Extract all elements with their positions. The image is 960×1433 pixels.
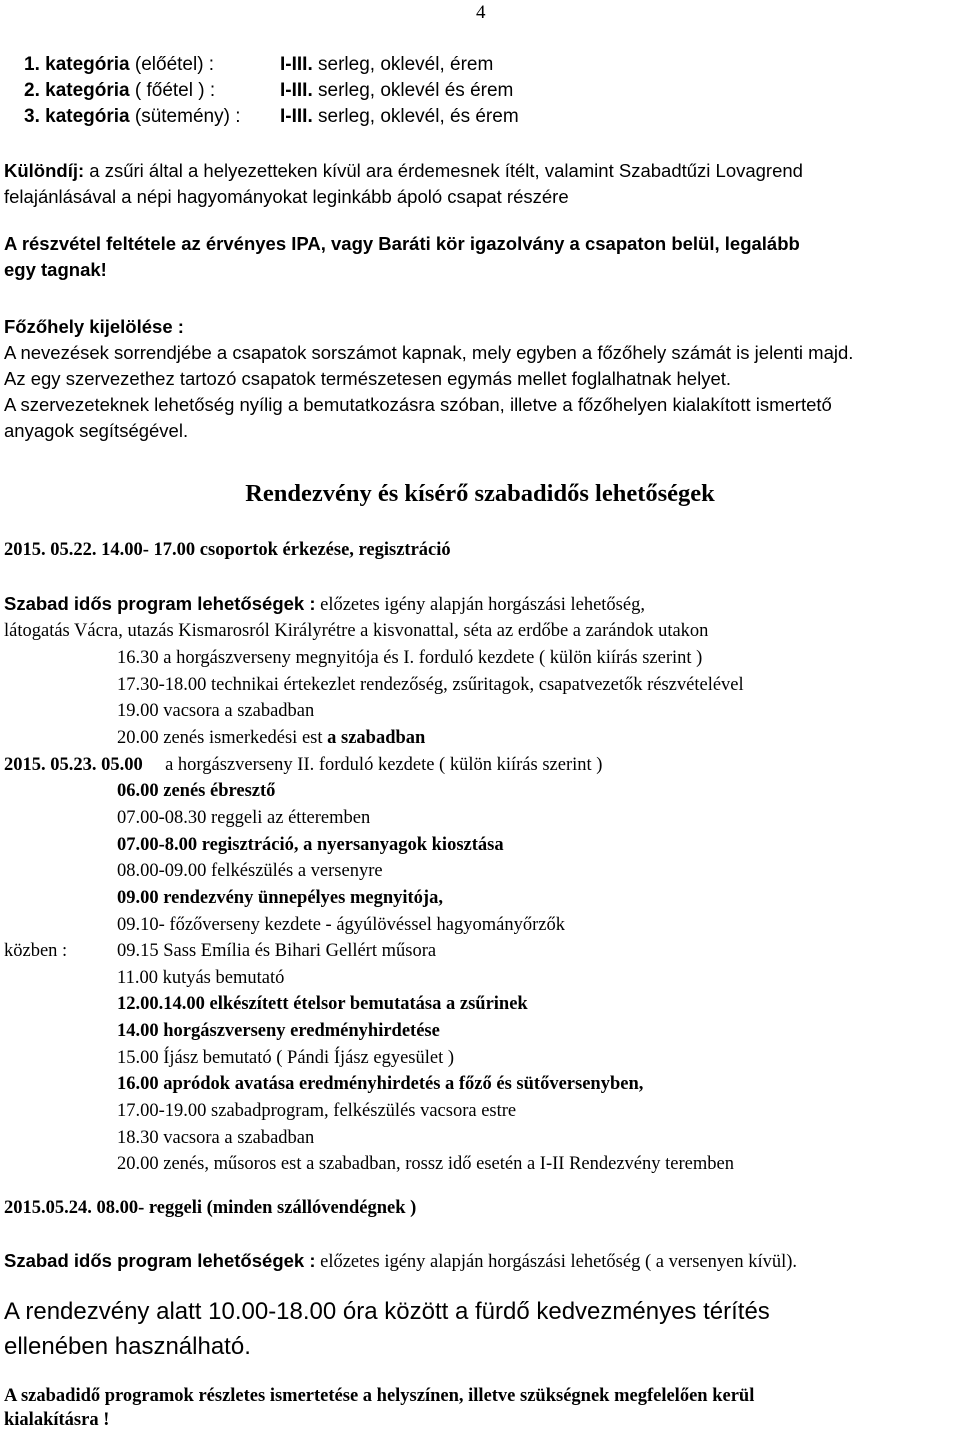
schedule-segment: 11.00 kutyás bemutató <box>117 967 285 988</box>
final-note-line-1: A szabadidő programok részletes ismertetése a helyszínen, illetve szükségnek megfelelően kerül <box>4 1386 755 1406</box>
free-program-line-1: Szabad idős program lehetőségek : előzetes igény alapján horgászási lehetőség, <box>4 593 645 615</box>
final-note-line-2: kialakításra ! <box>4 1410 110 1430</box>
schedule-row <box>4 832 954 858</box>
schedule-row <box>4 965 954 991</box>
schedule-segment: 09.00 rendezvény ünnepélyes megnyitója, <box>117 887 443 908</box>
schedule-text <box>117 858 383 885</box>
schedule-row <box>4 1018 954 1044</box>
day1-intro: 2015. 05.22. 14.00- 17.00 csoportok érkezése, regisztráció <box>4 540 451 560</box>
schedule-text <box>117 1125 314 1152</box>
requirement-line-2: egy tagnak! <box>4 259 107 280</box>
schedule-text <box>117 1151 734 1178</box>
schedule-text <box>165 752 602 779</box>
category-prize: I-III. serleg, oklevél, érem <box>280 54 494 75</box>
schedule-segment: 12.00.14.00 elkészített ételsor bemutatása a zsűrinek <box>117 994 528 1015</box>
schedule-text <box>117 965 284 992</box>
schedule-segment: 14.00 horgászverseny eredményhirdetése <box>117 1021 440 1042</box>
schedule-segment: 16.00 apródok avatása eredményhirdetés a főző és sütőversenyben, <box>117 1074 644 1095</box>
schedule-text <box>117 1098 516 1125</box>
cooking-place-line: A nevezések sorrendjébe a csapatok sorszámot kapnak, mely egyben a főzőhely számát is jelenti majd. <box>4 342 854 363</box>
schedule-segment: 06.00 zenés ébresztő <box>117 781 276 802</box>
schedule-segment: 17.00-19.00 szabadprogram, felkészülés vacsora estre <box>117 1101 517 1122</box>
schedule-text <box>117 1045 454 1072</box>
spa-note-line-2: ellenében használható. <box>4 1333 251 1360</box>
schedule-row <box>4 858 954 884</box>
free-program-line-2: látogatás Vácra, utazás Kismarosról Királyrétre a kisvonattal, séta az erdőbe a zarándok utakon <box>4 621 709 641</box>
schedule-segment: 09.10- főzőverseny kezdete - ágyúlövéssel hagyományőrzők <box>117 914 565 935</box>
schedule-segment: 07.00-8.00 regisztráció, a nyersanyagok kiosztása <box>117 834 504 855</box>
schedule-row <box>4 885 954 911</box>
schedule-text <box>117 832 504 859</box>
schedule-row <box>4 1151 954 1177</box>
special-prize-line-2: felajánlásával a népi hagyományokat leginkább ápoló csapat részére <box>4 186 569 207</box>
schedule-segment: 18.30 vacsora a szabadban <box>117 1127 315 1148</box>
schedule-row <box>4 912 954 938</box>
events-heading: Rendezvény és kísérő szabadidős lehetőségek <box>245 480 715 507</box>
schedule-row <box>4 805 954 831</box>
free-program-2: Szabad idős program lehetőségek : előzetes igény alapján horgászási lehetőség ( a versenyen kívül). <box>4 1250 798 1272</box>
requirement-line-1: A részvétel feltétele az érvényes IPA, vagy Baráti kör igazolvány a csapaton belül, legalább <box>4 233 800 254</box>
schedule-text <box>117 725 425 752</box>
schedule-text <box>117 778 275 805</box>
schedule-row <box>4 752 954 778</box>
schedule-text <box>117 672 744 699</box>
cooking-place-line: A szervezeteknek lehetőség nyílig a bemutatkozásra szóban, illetve a főzőhelyen kialakított ismertető <box>4 394 832 415</box>
schedule-row <box>4 698 954 724</box>
schedule-row <box>4 1098 954 1124</box>
cooking-place-line: Az egy szervezethez tartozó csapatok természetesen egymás mellet foglalhatnak helyet. <box>4 368 732 389</box>
category-name: 3. kategória (sütemény) : <box>24 106 241 127</box>
schedule-row <box>4 938 954 964</box>
schedule-row <box>4 725 954 751</box>
schedule-segment: 08.00-09.00 felkészülés a versenyre <box>117 861 383 882</box>
cooking-place-title: Főzőhely kijelölése : <box>4 316 184 337</box>
schedule-segment: 09.15 Sass Emília és Bihari Gellért műsora <box>117 941 437 962</box>
schedule-row <box>4 778 954 804</box>
schedule-lead: 2015. 05.23. 05.00 <box>4 754 143 775</box>
schedule-segment: a horgászverseny II. forduló kezdete ( külön kiírás szerint ) <box>165 754 603 775</box>
schedule-segment: 19.00 vacsora a szabadban <box>117 701 315 722</box>
schedule-row <box>4 1045 954 1071</box>
schedule-segment: 15.00 Íjász bemutató ( Pándi Íjász egyesület ) <box>117 1047 455 1068</box>
schedule-row <box>4 1125 954 1151</box>
schedule-text <box>117 1071 643 1098</box>
page-number: 4 <box>476 2 486 23</box>
schedule-segment: a szabadban <box>327 727 426 748</box>
category-name: 1. kategória (előétel) : <box>24 54 215 75</box>
schedule-segment: 20.00 zenés ismerkedési est <box>117 727 328 748</box>
schedule-segment: 16.30 a horgászverseny megnyitója és I. forduló kezdete ( külön kiírás szerint ) <box>117 648 703 668</box>
schedule-row <box>4 645 954 671</box>
schedule-segment: 07.00-08.30 reggeli az étteremben <box>117 807 371 828</box>
schedule-row <box>4 672 954 698</box>
schedule-text <box>117 885 443 912</box>
schedule-text <box>117 645 702 672</box>
category-prize: I-III. serleg, oklevél, és érem <box>280 106 519 127</box>
category-prize: I-III. serleg, oklevél és érem <box>280 80 514 101</box>
day3-line: 2015.05.24. 08.00- reggeli (minden szállóvendégnek ) <box>4 1198 417 1218</box>
cooking-place-line: anyagok segítségével. <box>4 420 189 441</box>
schedule-segment: 20.00 zenés, műsoros est a szabadban, rossz idő esetén a I-II Rendezvény teremben <box>117 1154 734 1175</box>
schedule-lead: közben : <box>4 941 68 962</box>
schedule-text <box>117 912 565 939</box>
schedule-text <box>117 698 314 725</box>
schedule-text <box>117 1018 440 1045</box>
schedule-row <box>4 991 954 1017</box>
schedule-text <box>117 805 370 832</box>
schedule-text <box>117 938 436 965</box>
schedule-text <box>117 991 528 1018</box>
spa-note-line-1: A rendezvény alatt 10.00-18.00 óra között a fürdő kedvezményes térítés <box>4 1298 770 1325</box>
special-prize-line-1: Különdíj: a zsűri által a helyezetteken kívül ara érdemesnek ítélt, valamint Szabadtűzi Lovagrend <box>4 160 803 181</box>
schedule-segment: 17.30-18.00 technikai értekezlet rendezőség, zsűritagok, csapatvezetők részvételével <box>117 674 744 695</box>
category-name: 2. kategória ( főétel ) : <box>24 80 216 101</box>
schedule-row <box>4 1071 954 1097</box>
